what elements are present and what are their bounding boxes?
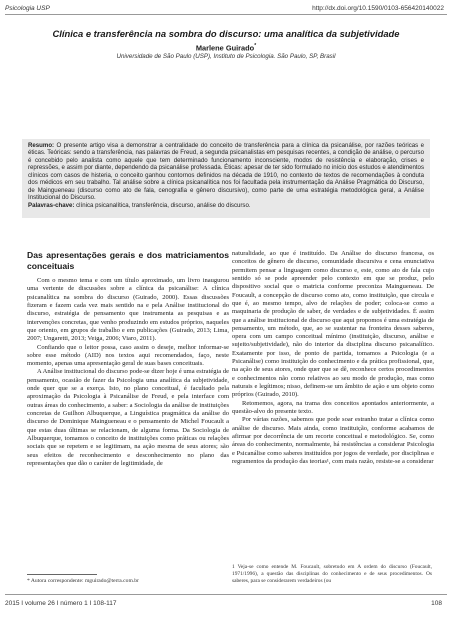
doi-link[interactable]: http://dx.doi.org/10.1590/0103-656420140022	[312, 5, 444, 12]
author-name	[0, 43, 452, 52]
body-paragraph: A Análise institucional do discurso pode-se dizer hoje é uma estratégia de pensamento, ocasião de fazer da Psicologia uma analítica da subjetividade, onde quer que se a exerça. Isto, no plano conceitual, é facultado pela aproximação da Psicologia à Psicanálise de Freud, e pela interface com outras áreas do conhecimento, a saber: a Sociologia da análise de instituições concretas de Guilhon Albuquerque, a Linguística pragmática da análise do discurso de Dominique Maingueneau e o pensamento de Michel Foucault a que estas duas últimas se relacionam, de alguma forma. Da Sociologia de Albuquerque, tomamos o conceito de instituições como práticas ou relações sociais que se repetem e se legitimam, na ação mesma de seus atores; são seus efeitos de reconhecimento e desconhecimento no plano das representações que dão o caráter de legitimidade, de	[27, 368, 229, 467]
journal-name: Psicologia USP	[5, 5, 50, 12]
author-affiliation: Universidade de São Paulo (USP), Instituto de Psicologia. São Paulo, SP, Brasil	[116, 53, 336, 60]
body-paragraph: Confiando que o leitor possa, caso assim o deseje, melhor informar-se sobre esse método (AID) nos textos aqui recomendados, faço, neste momento, apenas uma apresentação geral de suas bases conceituais.	[27, 343, 229, 368]
page-number: 108	[431, 600, 442, 607]
right-column	[232, 250, 434, 466]
footer-divider	[5, 594, 447, 595]
header-divider	[5, 14, 447, 15]
correspondence-footnote: * Autora correspondente: mguirado@terra.com.br	[27, 578, 139, 584]
body-paragraph: Retomemos, agora, na trama dos conceitos apontados anteriormente, a questão-alvo do presente texto.	[232, 399, 434, 415]
body-paragraph: Com o mesmo tema e com um título aproximado, um livro inaugurou uma vertente de discussões sobre a clínica da psicanálise: A clínica psicanalítica na sombra do discurso (Guirado, 2000). Essas discussões fizeram e fazem cada vez mais sentido na e pela Análise institucional do discurso, estratégia de pensamento que instrumenta as pesquisas e as intervenções concretas, que venho produzindo em estudos próprios, naqueles que oriento, em grupos de trabalho e em publicações (Guirado, 2013; Lima, 2007; Ungaretti, 2013; Veiga, 2006; Viaro, 2011).	[27, 277, 229, 343]
left-column	[27, 250, 229, 468]
issue-info: 2015 I volume 26 I número 1 I 108-117	[5, 600, 117, 607]
body-paragraph: naturalidade, ao que é instituído. Da Análise do discurso francesa, os conceitos de gênero de discurso, comunidade discursiva e cena enunciativa permitem pensar a linguagem como discurso e, este, como ato de fala cujo sentido só se pode apreender pelo contexto em que se produz, pelo dispositivo social que o matricia conforme preconiza Maingueneau. De Foucault, a concepção de discurso como ato, como instituição, que circula e que é, ao mesmo tempo, alvo de relações de poder; coloca-se como a maquinaria de produção de saber, de verdades e de subjetividades. É assim que a análise institucional de discurso que aqui propomos é uma estratégia de pensamento, um método, que, ao se sustentar na fronteira desses saberes, opera com um campo conceitual mínimo (instituição, discurso, análise e sujeito/subjetividade), não do interior da disciplina discurso psicanalítico. Exatamente por isso, de ponto de partida, tomamos a Psicologia (e a Psicanálise) como instituição do conhecimento e da prática profissional, que, na ação de seus atores, onde quer que se dê, reconhece certos procedimentos e conhecimentos não como relativos ao seu modo de produção, mas como naturais e legítimos; nisso, definem-se um âmbito de ação e um objeto como próprios (Guirado, 2010).	[232, 250, 434, 399]
author-mark: *	[254, 43, 257, 49]
article-title: Clínica e transferência na sombra do discurso: uma analítica da subjetividade	[52, 28, 400, 39]
footnote-1: 1 Veja-se como entende M. Foucault, sobretudo em A ordem do discurso (Foucault, 1971/1996), a questão das disciplinas do conhecimento e de seus procedimentos. Os saberes, para se considerarem verdadeiros (ou	[232, 564, 432, 584]
keywords-label: Palavras-chave:	[28, 201, 75, 209]
section-heading: Das apresentações gerais e dos matriciamentos conceituais	[27, 250, 229, 271]
keywords-text: clínica psicanalítica, transferência, discurso, análise do discurso.	[76, 201, 251, 209]
body-paragraph: Por várias razões, sabemos que pode soar estranho tratar a clínica como análise de discurso. Mais ainda, como instituição, conforme acabamos de afirmar por decorrência de um recorte conceitual e metodológico. Se, como áreas do conhecimento, normalmente, há resistências a considerar Psicologia e Psicanálise como saberes instituídos por jogos de verdade, por disciplinas e regramentos da produção das teorias¹, com mais razão, resiste-se a considerar	[232, 416, 434, 465]
abstract-text: O presente artigo visa a demonstrar a centralidade do conceito de transferência para a clínica da psicanálise, por razões teóricas e éticas. Teóricas: sendo a transferência, nas palavras de Freud, a segunda psicanalistas em pesquisas recentes, a condição de análise, o percurso é concebido pelo analista como aquele que tem determinado funcionamento inconsciente, modos de resistência e elaboração, crises e repressões, e assim por diante, dependendo da psicanálise professada. Éticas: apesar de ter sido formulado no início dos estudos e atendimentos clínicos com casos de histeria, o conceito ganhou contornos definidos na década de 1910, no contexto de textos de recomendações à conduta dos médicos em seu trabalho. Tal análise sobre a clínica psicanalítica nos foi facultada pela instrumentação da Análise Pragmática do Discurso, de Maingueneau (discurso como ato de fala, cenografia e gênero discursivo), como parte de uma estratégia metodológica geral, a Análise Institucional do Discurso.	[28, 142, 424, 202]
abstract-box	[22, 139, 430, 218]
abstract-label: Resumo:	[28, 142, 55, 149]
footnote-divider	[27, 574, 97, 575]
author-name-text: Marlene Guirado	[195, 43, 255, 53]
